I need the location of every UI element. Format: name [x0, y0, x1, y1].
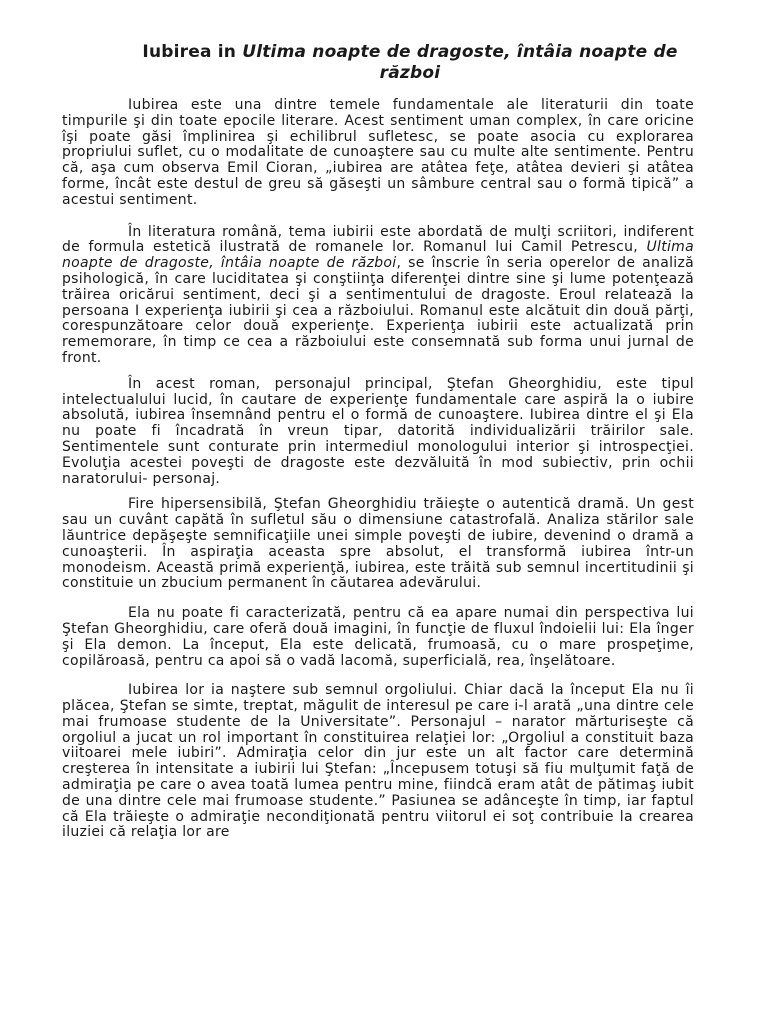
paragraph-2-part-b: , se înscrie în seria operelor de analiză psihologică, în care luciditatea şi conştiinţa diferenţei dintre sine şi lume potenţează trăirea oricărui sentiment, deci şi a sentimentului de dragoste. Eroul relatează la persoana I experienţa iubirii şi cea a războiului. Romanul este alcătuit din două părţi, corespunzătoare celor două experienţe. Experienţa iubirii este actualizată prin rememorare, în timp ce cea a războiului este consemnată sub forma unui jurnal de front. [62, 255, 694, 366]
document-body [62, 98, 694, 841]
paragraph-2-work: Ultima noapte de dragoste, întâia noapte de război [62, 239, 694, 272]
paragraph-1: Iubirea este una dintre temele fundamentale ale literaturii din toate timpurile şi din toate epocile literare. Acest sentiment uman complex, în care oricine îşi poate găsi împlinirea şi echilibrul sufletesc, se poate asocia cu explorarea propriului suflet, cu o modalitate de cunoaştere sau cu multe alte sentimente. Pentru că, aşa cum observa Emil Cioran, „iubirea are atâtea feţe, atâtea devieri şi atâtea forme, încât este destul de greu să găseşti un sâmbure central sau o formă tipică” a acestui sentiment. [62, 97, 694, 208]
paragraph-3: În acest roman, personajul principal, Ştefan Gheorghidiu, este tipul intelectualului lucid, în cautare de experienţe fundamentale care aspiră la o iubire absolută, iubirea însemnând pentru el o formă de cunoaştere. Iubirea dintre el şi Ela nu poate fi încadrată în vreun tipar, datorită individualizării trăirilor sale. Sentimentele sunt conturate prin intermediul monologului interior şi introspecţiei. Evoluţia acestei poveşti de dragoste este dezvăluită în mod subiectiv, prin ochii naratorului- personaj. [62, 375, 694, 487]
paragraph-6: Iubirea lor ia naştere sub semnul orgoliului. Chiar dacă la început Ela nu îi plăcea, Ştefan se simte, treptat, măgulit de interesul pe care i-l arată „una dintre cele mai frumoase studente de la Universitate”. Personajul – narator mărturiseşte că orgoliul a jucat un rol important în constituirea relaţiei lor: „Orgoliul a constituit baza viitoarei mele iubiri”. Admiraţia celor din jur este un alt factor care determină creşterea în intensitate a iubirii lui Ştefan: „Începusem totuşi să fiu mulţumit faţă de admiraţia pe care o avea toată lumea pentru mine, fiindcă eram atât de pătimaş iubit de una dintre cele mai frumoase studente.” Pasiunea se adânceşte în timp, iar faptul că Ela trăieşte o admiraţie necondiţionată pentru viitorul ei soţ contribuie la crearea iluziei că relaţia lor are [62, 682, 694, 841]
title-prefix: Iubirea in [142, 42, 243, 62]
document-title [110, 42, 710, 84]
paragraph-2 [62, 225, 694, 367]
paragraph-4: Fire hipersensibilă, Ştefan Gheorghidiu trăieşte o autentică dramă. Un gest sau un cuvânt capătă în sufletul său o dimensiune catastrofală. Analiza stărilor sale lăuntrice depăşeşte semnificaţiile unei simple poveşti de iubire, devenind o dramă a cunoaşterii. În aspiraţia aceasta spre absolut, el transformă iubirea într-un monodeism. Această primă experienţă, iubirea, este trăită sub semnul incertitudinii şi constituie un zbucium permanent în căutarea adevărului. [62, 496, 694, 592]
paragraph-2-part-a: În literatura română, tema iubirii este abordată de mulţi scriitori, indiferent de formula estetică ilustrată de romanele lor. Romanul lui Camil Petrescu, [62, 223, 694, 256]
paragraph-5: Ela nu poate fi caracterizată, pentru că ea apare numai din perspectiva lui Ştefan Gheorghidiu, care oferă două imagini, în funcţie de fluxul îndoielii lui: Ela înger şi Ela demon. La început, Ela este delicată, frumoasă, cu o mare prospeţime, copilăroasă, pentru ca apoi să o vadă lacomă, superficială, rea, înşelătoare. [62, 605, 694, 669]
title-work: Ultima noapte de dragoste, întâia noapte de război [242, 42, 678, 83]
